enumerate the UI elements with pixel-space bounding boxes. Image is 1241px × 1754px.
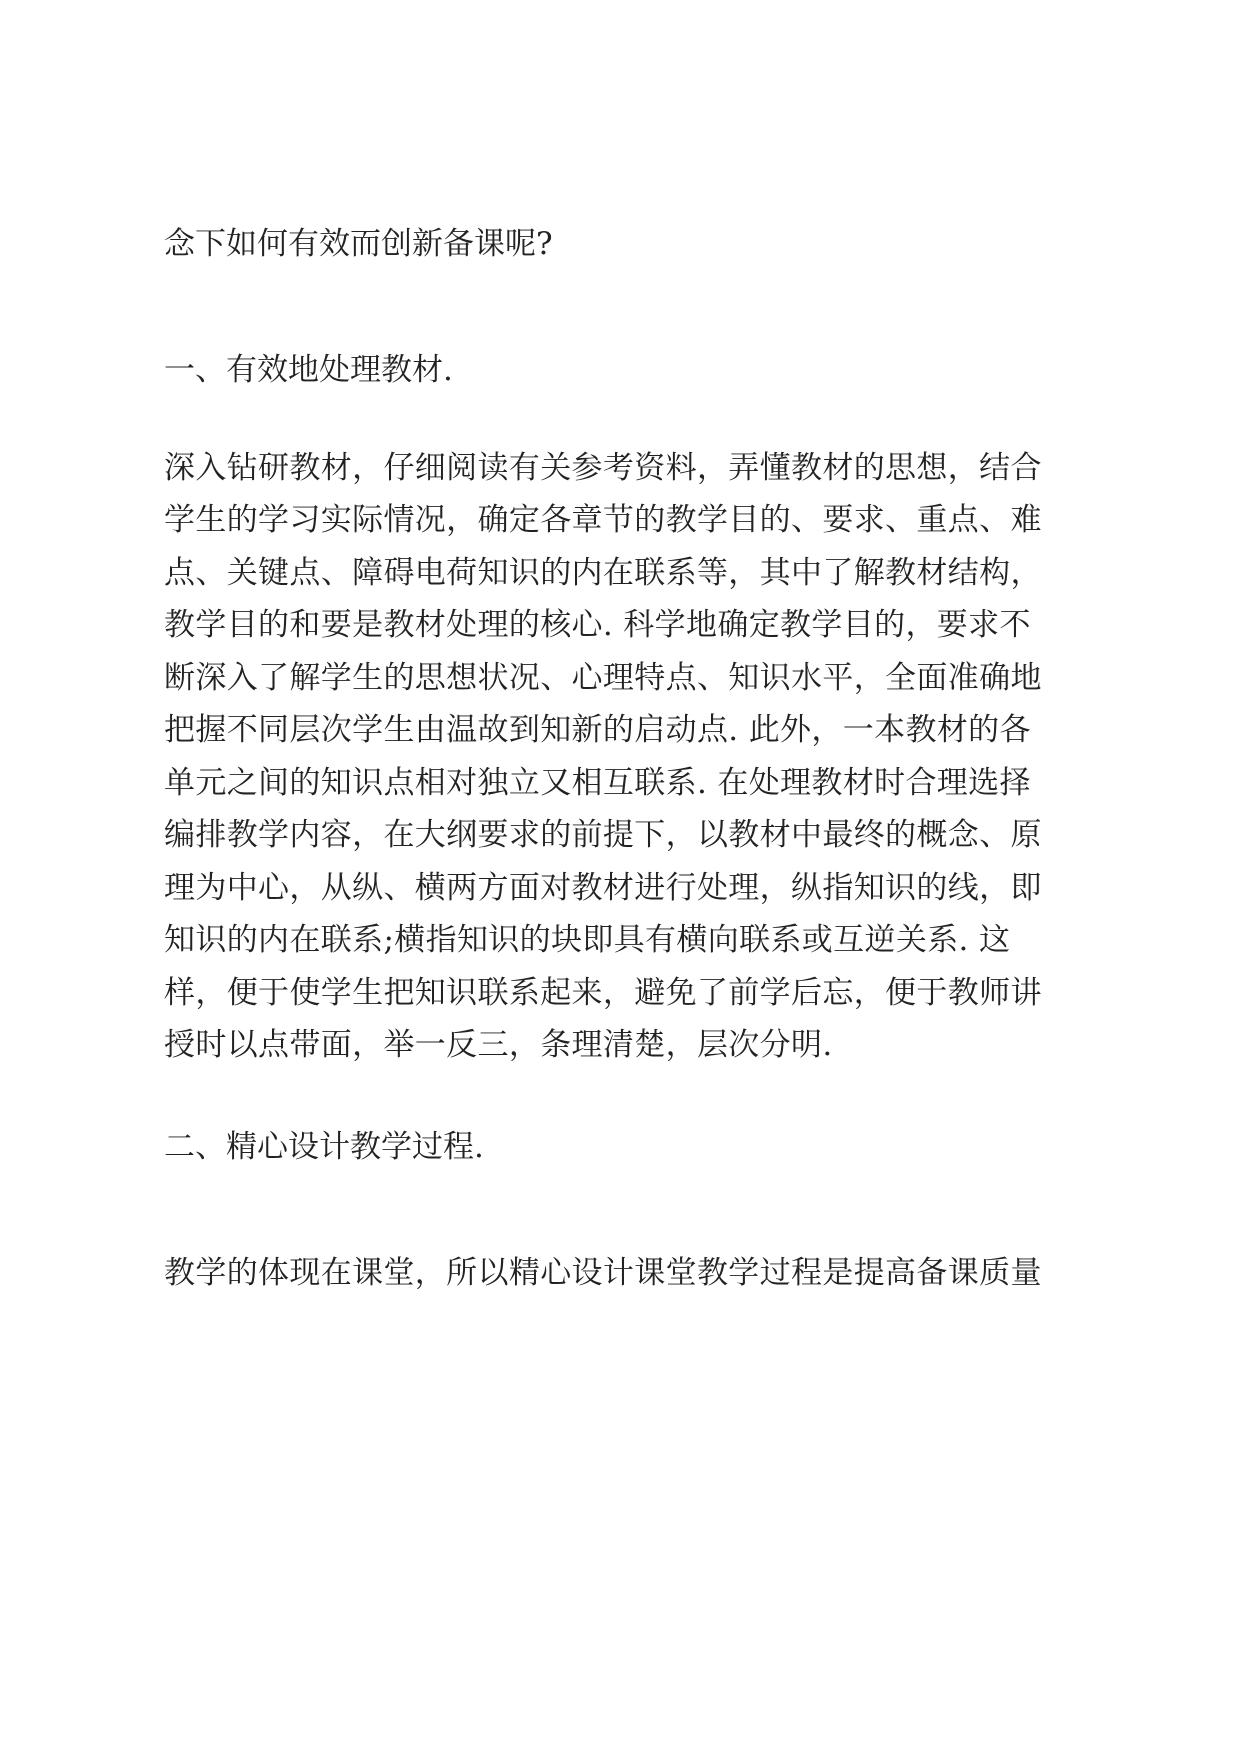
paragraph-continuation: 念下如何有效而创新备课呢?	[164, 226, 553, 262]
section-heading-1: 一、有效地处理教材.	[164, 352, 453, 388]
paragraph-line: 深入钻研教材，仔细阅读有关参考资料，弄懂教材的思想，结合	[164, 450, 1042, 486]
paragraph-line: 授时以点带面，举一反三，条理清楚，层次分明.	[164, 1027, 833, 1063]
paragraph-line: 单元之间的知识点相对独立又相互联系. 在处理教材时合理选择	[164, 765, 1031, 801]
paragraph-line: 教学目的和要是教材处理的核心. 科学地确定教学目的，要求不	[164, 607, 1031, 643]
section-heading-2: 二、精心设计教学过程.	[164, 1129, 484, 1165]
paragraph-line: 把握不同层次学生由温故到知新的启动点. 此外，一本教材的各	[164, 712, 1031, 748]
paragraph-line: 理为中心，从纵、横两方面对教材进行处理，纵指知识的线，即	[164, 870, 1042, 906]
paragraph-line: 断深入了解学生的思想状况、心理特点、知识水平，全面准确地	[164, 660, 1042, 696]
paragraph-line: 学生的学习实际情况，确定各章节的教学目的、要求、重点、难	[164, 502, 1042, 538]
paragraph-line: 教学的体现在课堂，所以精心设计课堂教学过程是提高备课质量	[164, 1255, 1042, 1291]
paragraph-line: 编排教学内容，在大纲要求的前提下，以教材中最终的概念、原	[164, 817, 1042, 853]
paragraph-line: 样，便于使学生把知识联系起来，避免了前学后忘，便于教师讲	[164, 975, 1042, 1011]
paragraph-line: 点、关键点、障碍电荷知识的内在联系等，其中了解教材结构，	[164, 555, 1042, 591]
paragraph-line: 知识的内在联系;横指知识的块即具有横向联系或互逆关系. 这	[164, 922, 1011, 958]
